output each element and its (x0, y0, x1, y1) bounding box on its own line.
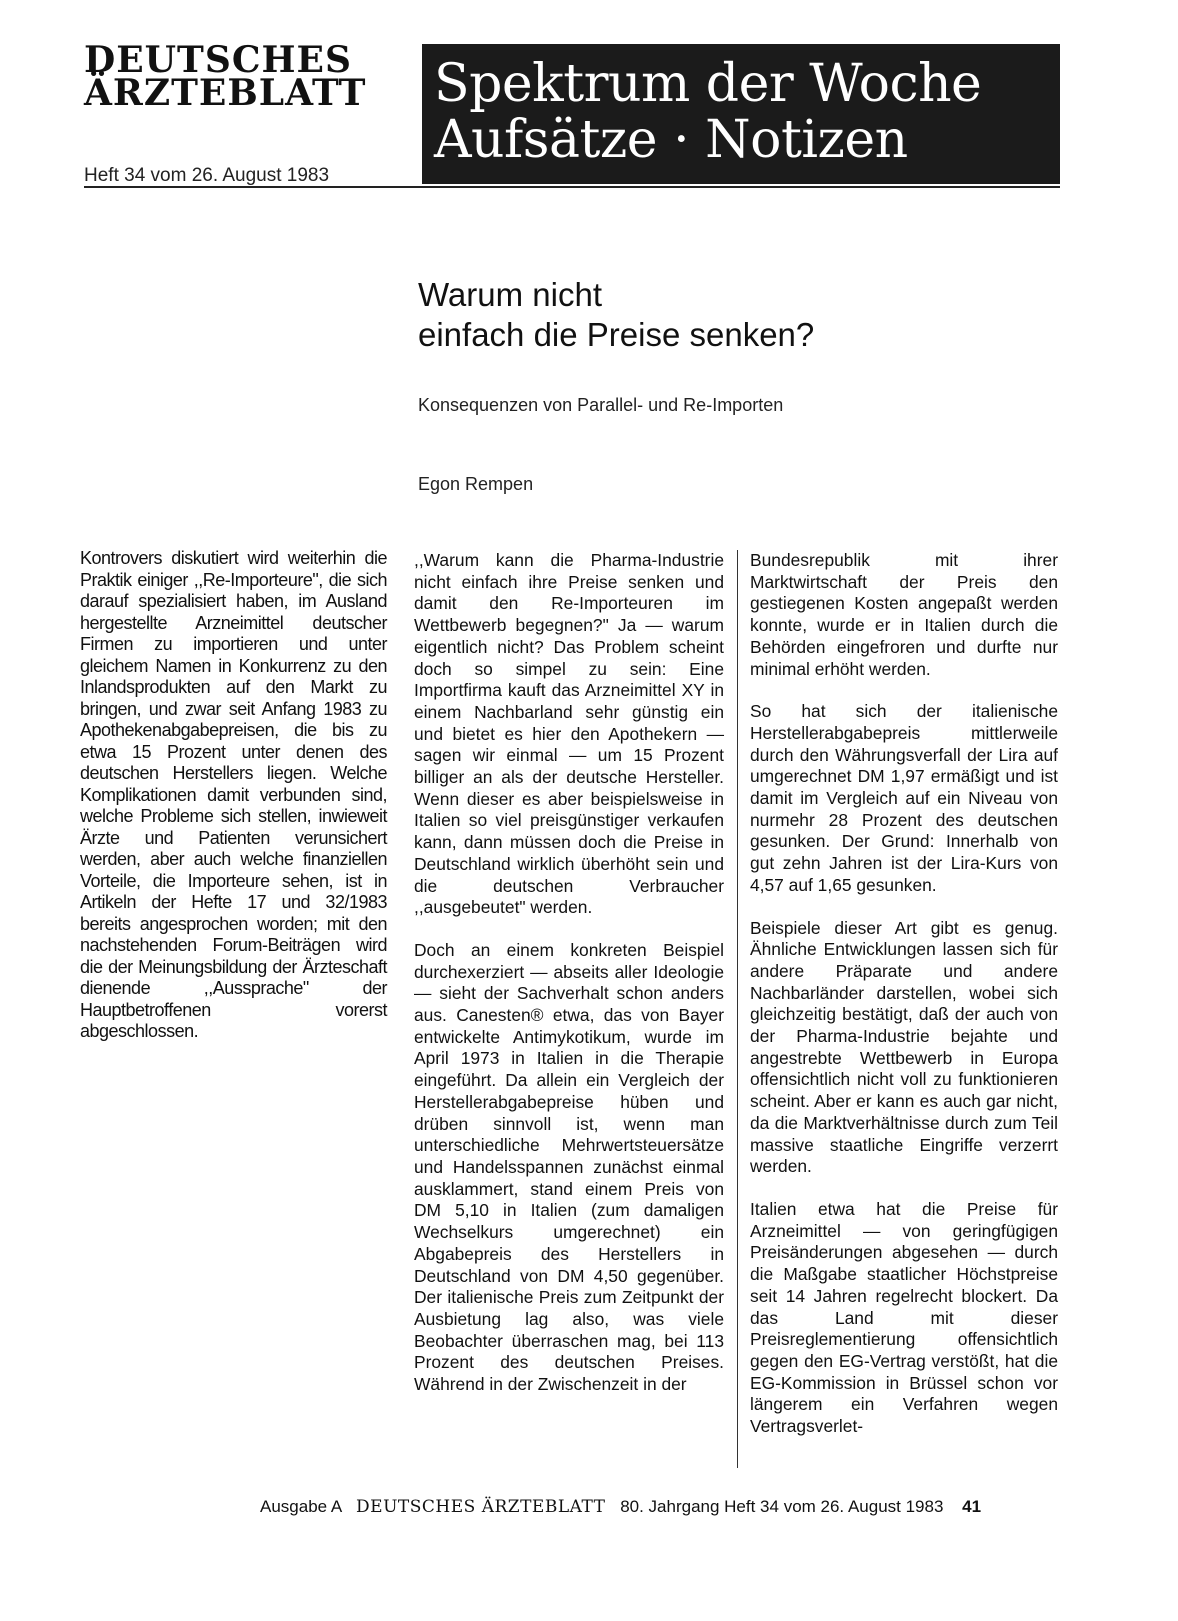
body-paragraph: Doch an einem konkreten Beispiel durchexerziert — abseits aller Ideologie — sieht der Sachverhalt schon anders aus. Canesten® etwa, das von Bayer entwickelte Antimykotikum, wurde im April 1973 in Italien in die Therapie eingeführt. Da allein ein Vergleich der Herstellerabgabepreise hüben und drüben sinnvoll ist, wenn man unterschiedliche Mehrwertsteuersätze und Handelsspannen zunächst einmal ausklammert, stand einem Preis von DM 5,10 in Italien (zum damaligen Wechselkurs umgerechnet) ein Abgabepreis des Herstellers in Deutschland von DM 4,50 gegenüber. Der italienische Preis zum Zeitpunkt der Ausbietung lag also, was viele Beobachter überraschen mag, bei 113 Prozent des deutschen Preises. Während in der Zwischenzeit in der (414, 939, 724, 1395)
body-paragraph: So hat sich der italienische Herstellerabgabepreis mittlerweile durch den Währungsverfall der Lira auf umgerechnet DM 1,97 ermäßigt und ist damit im Vergleich auf ein Niveau von nurmehr 28 Prozent des deutschen gesunken. Der Grund: Innerhalb von gut zehn Jahren ist der Lira-Kurs von 4,57 auf 1,65 gesunken. (750, 701, 1058, 895)
banner-line-1: Spektrum der Woche (434, 54, 982, 114)
section-banner (422, 44, 1060, 184)
page-footer (260, 1497, 981, 1517)
banner-line-2: Aufsätze · Notizen (434, 110, 908, 170)
footer-issue: 80. Jahrgang Heft 34 vom 26. August 1983 (620, 1497, 944, 1516)
body-paragraph: Beispiele dieser Art gibt es genug. Ähnliche Entwicklungen lassen sich für andere Präparate und andere Nachbarländer darstellen, wobei sich gleichzeitig bestätigt, daß der auch von der Pharma-Industrie bejahte und angestrebte Wettbewerb in Europa offensichtlich nicht voll zu funktionieren scheint. Aber er kann es auch gar nicht, da die Marktverhältnisse durch zum Teil massive staatliche Eingriffe verzerrt werden. (750, 917, 1058, 1177)
header-rule (84, 186, 1060, 188)
article-author: Egon Rempen (418, 474, 534, 494)
article-title (418, 275, 814, 355)
body-paragraph: Italien etwa hat die Preise für Arzneimittel — von geringfügigen Preisänderungen abgesehen — durch die Maßgabe staatlicher Höchstpreise seit 14 Jahren regelrecht blockert. Da das Land mit dieser Preisreglementierung offensichtlich gegen den EG-Vertrag verstößt, hat die EG-Kommission in Brüssel schon vor längerem ein Verfahren wegen Vertragsverlet- (750, 1198, 1058, 1437)
title-line-2: einfach die Preise senken? (418, 316, 815, 353)
masthead-line-1: DEUTSCHES (84, 39, 352, 81)
body-column-1 (414, 550, 724, 1417)
issue-date: Heft 34 vom 26. August 1983 (84, 165, 330, 186)
footer-journal: DEUTSCHES ÄRZTEBLATT (356, 1497, 606, 1517)
journal-masthead (84, 39, 367, 114)
title-line-1: Warum nicht (418, 276, 602, 313)
page-number: 41 (962, 1497, 982, 1516)
intro-column (80, 548, 387, 1064)
column-divider (737, 550, 738, 1468)
body-column-2 (750, 550, 1058, 1459)
body-paragraph: Bundesrepublik mit ihrer Marktwirtschaft der Preis den gestiegenen Kosten angepaßt werden konnte, wurde er in Italien durch die Behörden eingefroren und durfte nur minimal erhöht werden. (750, 550, 1058, 679)
body-paragraph: ,,Warum kann die Pharma-Industrie nicht einfach ihre Preise senken und damit den Re-Importeuren im Wettbewerb begegnen?" Ja — warum eigentlich nicht? Das Problem scheint doch so simpel zu sein: Eine Importfirma kauft das Arzneimittel XY in einem Nachbarland sehr günstig ein und bietet es hier den Apothekern — sagen wir einmal — um 15 Prozent billiger an als der deutsche Hersteller. Wenn dieser es aber beispielsweise in Italien so viel preisgünstiger verkaufen kann, dann müssen doch die Preise in Deutschland wirklich überhöht sein und die deutschen Verbraucher ,,ausgebeutet" werden. (414, 550, 724, 918)
article-subtitle: Konsequenzen von Parallel- und Re-Importen (418, 395, 784, 415)
footer-edition: Ausgabe A (260, 1497, 342, 1516)
masthead-line-2: ÄRZTEBLATT (84, 72, 367, 114)
intro-paragraph: Kontrovers diskutiert wird weiterhin die Praktik einiger ,,Re-Importeure", die sich darauf spezialisiert haben, im Ausland hergestellte Arzneimittel deutscher Firmen zu importieren und unter gleichem Namen in Konkurrenz zu den Inlandsprodukten auf den Markt zu bringen, und zwar seit Anfang 1983 zu Apothekenabgabepreisen, die bis zu etwa 15 Prozent unter denen des deutschen Herstellers liegen. Welche Komplikationen damit verbunden sind, welche Probleme sich stellen, inwieweit Ärzte und Patienten verunsichert werden, aber auch welche finanziellen Vorteile, die Importeure sehen, ist in Artikeln der Hefte 17 und 32/1983 bereits angesprochen worden; mit den nachstehenden Forum-Beiträgen wird die der Meinungsbildung der Ärzteschaft dienende ,,Aussprache" der Hauptbetroffenen vorerst abgeschlossen. (80, 548, 387, 1041)
